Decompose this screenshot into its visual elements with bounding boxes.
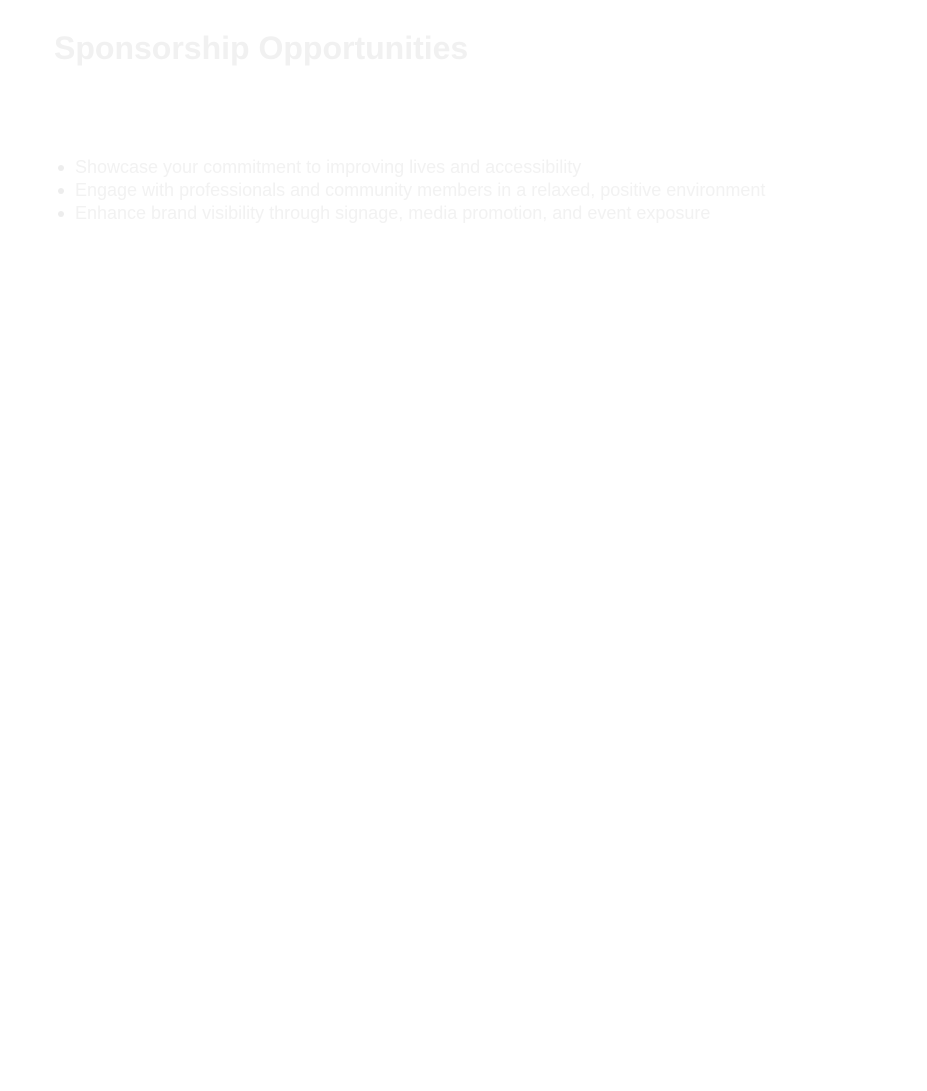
page-title: Sponsorship Opportunities bbox=[54, 30, 469, 66]
bullet-icon bbox=[58, 165, 64, 171]
benefit-text: Engage with professionals and community members in a relaxed, positive environment bbox=[75, 180, 766, 200]
benefit-text: Enhance brand visibility through signage, media promotion, and event exposure bbox=[75, 203, 711, 223]
benefits-list bbox=[75, 156, 765, 225]
list-item bbox=[75, 156, 765, 179]
bullet-icon bbox=[58, 211, 64, 217]
benefit-text: Showcase your commitment to improving lives and accessibility bbox=[75, 157, 582, 177]
list-item bbox=[75, 202, 765, 225]
list-item bbox=[75, 179, 765, 202]
bullet-icon bbox=[58, 188, 64, 194]
